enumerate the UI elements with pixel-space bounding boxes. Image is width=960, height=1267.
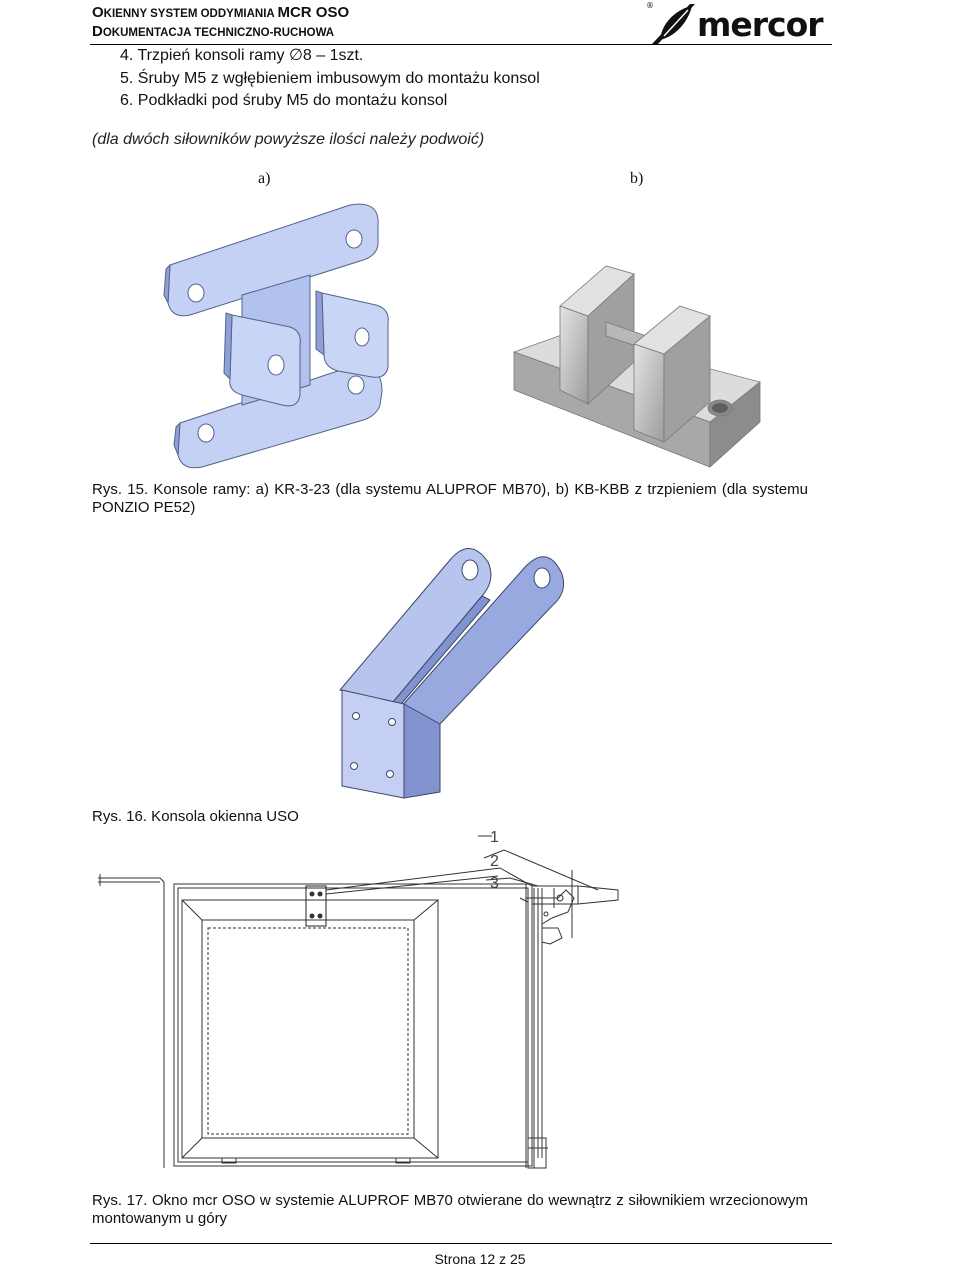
figure-label-b: b) xyxy=(630,170,644,187)
quantity-note: (dla dwóch siłowników powyższe ilości należy podwoić) xyxy=(92,131,485,148)
bracket-kr-3-23-illustration xyxy=(150,195,410,475)
figure-label-a: a) xyxy=(258,170,271,187)
window-console-uso-illustration xyxy=(330,540,580,805)
list-item: 4. Trzpień konsoli ramy ∅8 – 1szt. xyxy=(120,47,364,64)
figure-17-caption: Rys. 17. Okno mcr OSO w systemie ALUPROF MB70 otwierane do wewnątrz z siłownikiem wrzecionowym montowanym u góry xyxy=(92,1192,808,1227)
registered-mark: ® xyxy=(646,1,654,10)
callout-1: 1 xyxy=(490,829,499,846)
callout-3: 3 xyxy=(490,875,499,892)
list-item: 5. Śruby M5 z wgłębieniem imbusowym do montażu konsol xyxy=(120,69,540,87)
logo-wordmark: mercor xyxy=(697,5,823,44)
list-item: 6. Podkładki pod śruby M5 do montażu konsol xyxy=(120,92,448,109)
footer-divider xyxy=(90,1243,832,1244)
document-header xyxy=(92,4,349,42)
header-line-1: OKIENNY SYSTEM ODDYMIANIA MCR OSO xyxy=(92,4,350,21)
parts-list xyxy=(120,45,540,113)
header-line-2: DOKUMENTACJA TECHNICZNO-RUCHOWA xyxy=(92,23,335,40)
window-technical-drawing xyxy=(98,828,658,1178)
figure-16-caption: Rys. 16. Konsola okienna USO xyxy=(92,808,299,825)
figure-15-caption: Rys. 15. Konsole ramy: a) KR-3-23 (dla systemu ALUPROF MB70), b) KB-KBB z trzpieniem (dla systemu PONZIO PE52) xyxy=(92,481,808,516)
page-number: Strona 12 z 25 xyxy=(434,1251,526,1267)
callout-2: 2 xyxy=(490,853,499,870)
bracket-kb-kbb-illustration xyxy=(510,262,770,477)
